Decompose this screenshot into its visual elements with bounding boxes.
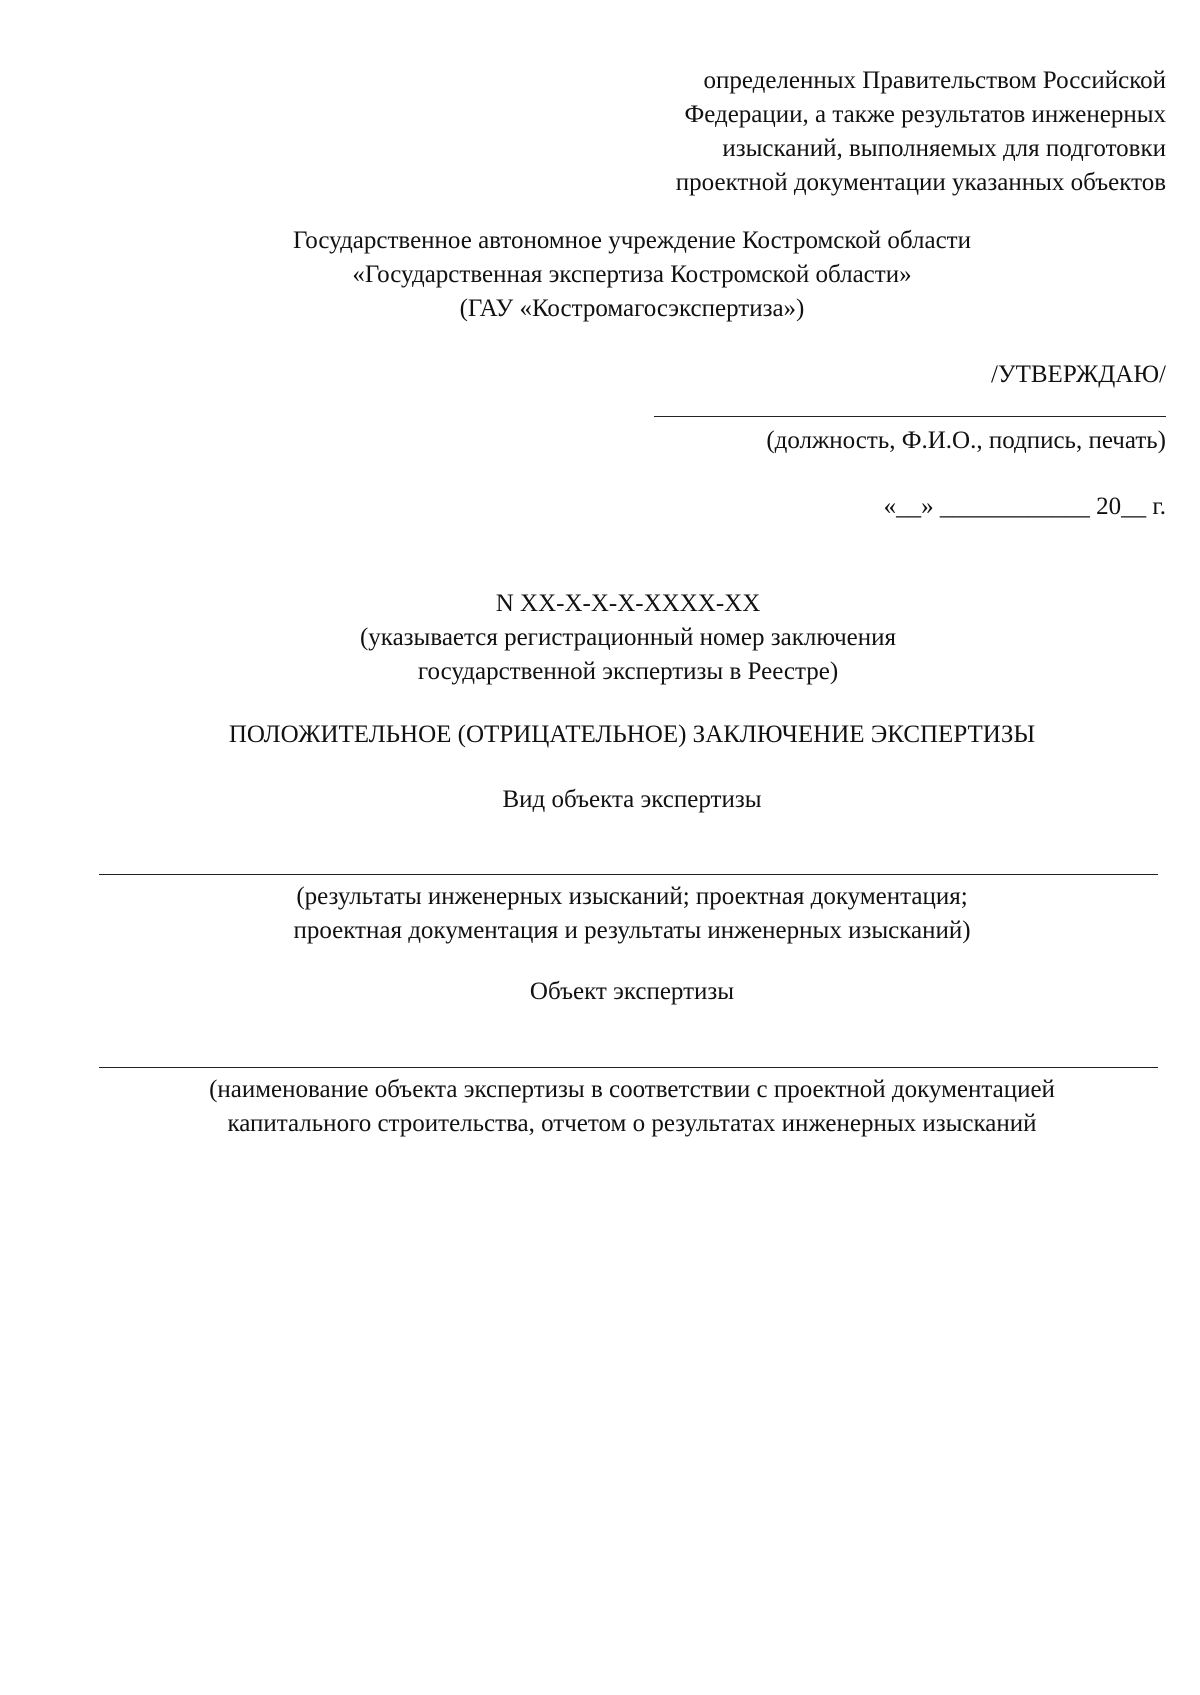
object-caption-line: капитального строительства, отчетом о результатах инженерных изысканий xyxy=(227,1110,1037,1137)
object-caption-line: (наименование объекта экспертизы в соответствии с проектной документацией xyxy=(209,1076,1055,1103)
object-kind-caption-line: проектная документация и результаты инженерных изысканий) xyxy=(293,917,971,944)
registration-note-line: (указывается регистрационный номер заключения xyxy=(359,624,896,651)
organization-line: «Государственная экспертиза Костромской области» xyxy=(352,261,912,288)
header-note-line: определенных Правительством Российской xyxy=(703,67,1166,94)
object-kind-caption-line: (результаты инженерных изысканий; проектная документация; xyxy=(296,883,968,910)
signature-line xyxy=(654,416,1166,417)
header-note-line: изысканий, выполняемых для подготовки xyxy=(722,135,1166,162)
organization-line: Государственное автономное учреждение Костромской области xyxy=(293,227,971,254)
registration-number: N XX-X-X-X-XXXX-XX xyxy=(495,590,761,617)
object-label: Объект экспертизы xyxy=(529,978,735,1005)
approval-title: /УТВЕРЖДАЮ/ xyxy=(990,361,1166,388)
approval-date-line: «__» ____________ 20__ г. xyxy=(883,493,1166,520)
object-kind-fill-line xyxy=(99,874,1158,875)
registration-note-line: государственной экспертизы в Реестре) xyxy=(417,658,839,685)
organization-short-name: (ГАУ «Костромагосэкспертиза») xyxy=(459,295,805,322)
object-kind-caption xyxy=(0,880,1200,948)
signature-caption: (должность, Ф.И.О., подпись, печать) xyxy=(766,427,1166,454)
conclusion-title: ПОЛОЖИТЕЛЬНОЕ (ОТРИЦАТЕЛЬНОЕ) ЗАКЛЮЧЕНИЕ ЭКСПЕРТИЗЫ xyxy=(228,721,1036,748)
object-fill-line xyxy=(99,1067,1158,1068)
object-kind-label: Вид объекта экспертизы xyxy=(502,786,762,813)
organization-name xyxy=(0,224,1200,326)
header-note-line: Федерации, а также результатов инженерных xyxy=(684,101,1166,128)
registration-block xyxy=(0,587,1200,689)
object-caption xyxy=(0,1073,1200,1141)
header-note xyxy=(466,64,1166,200)
header-note-line: проектной документации указанных объектов xyxy=(675,169,1166,196)
